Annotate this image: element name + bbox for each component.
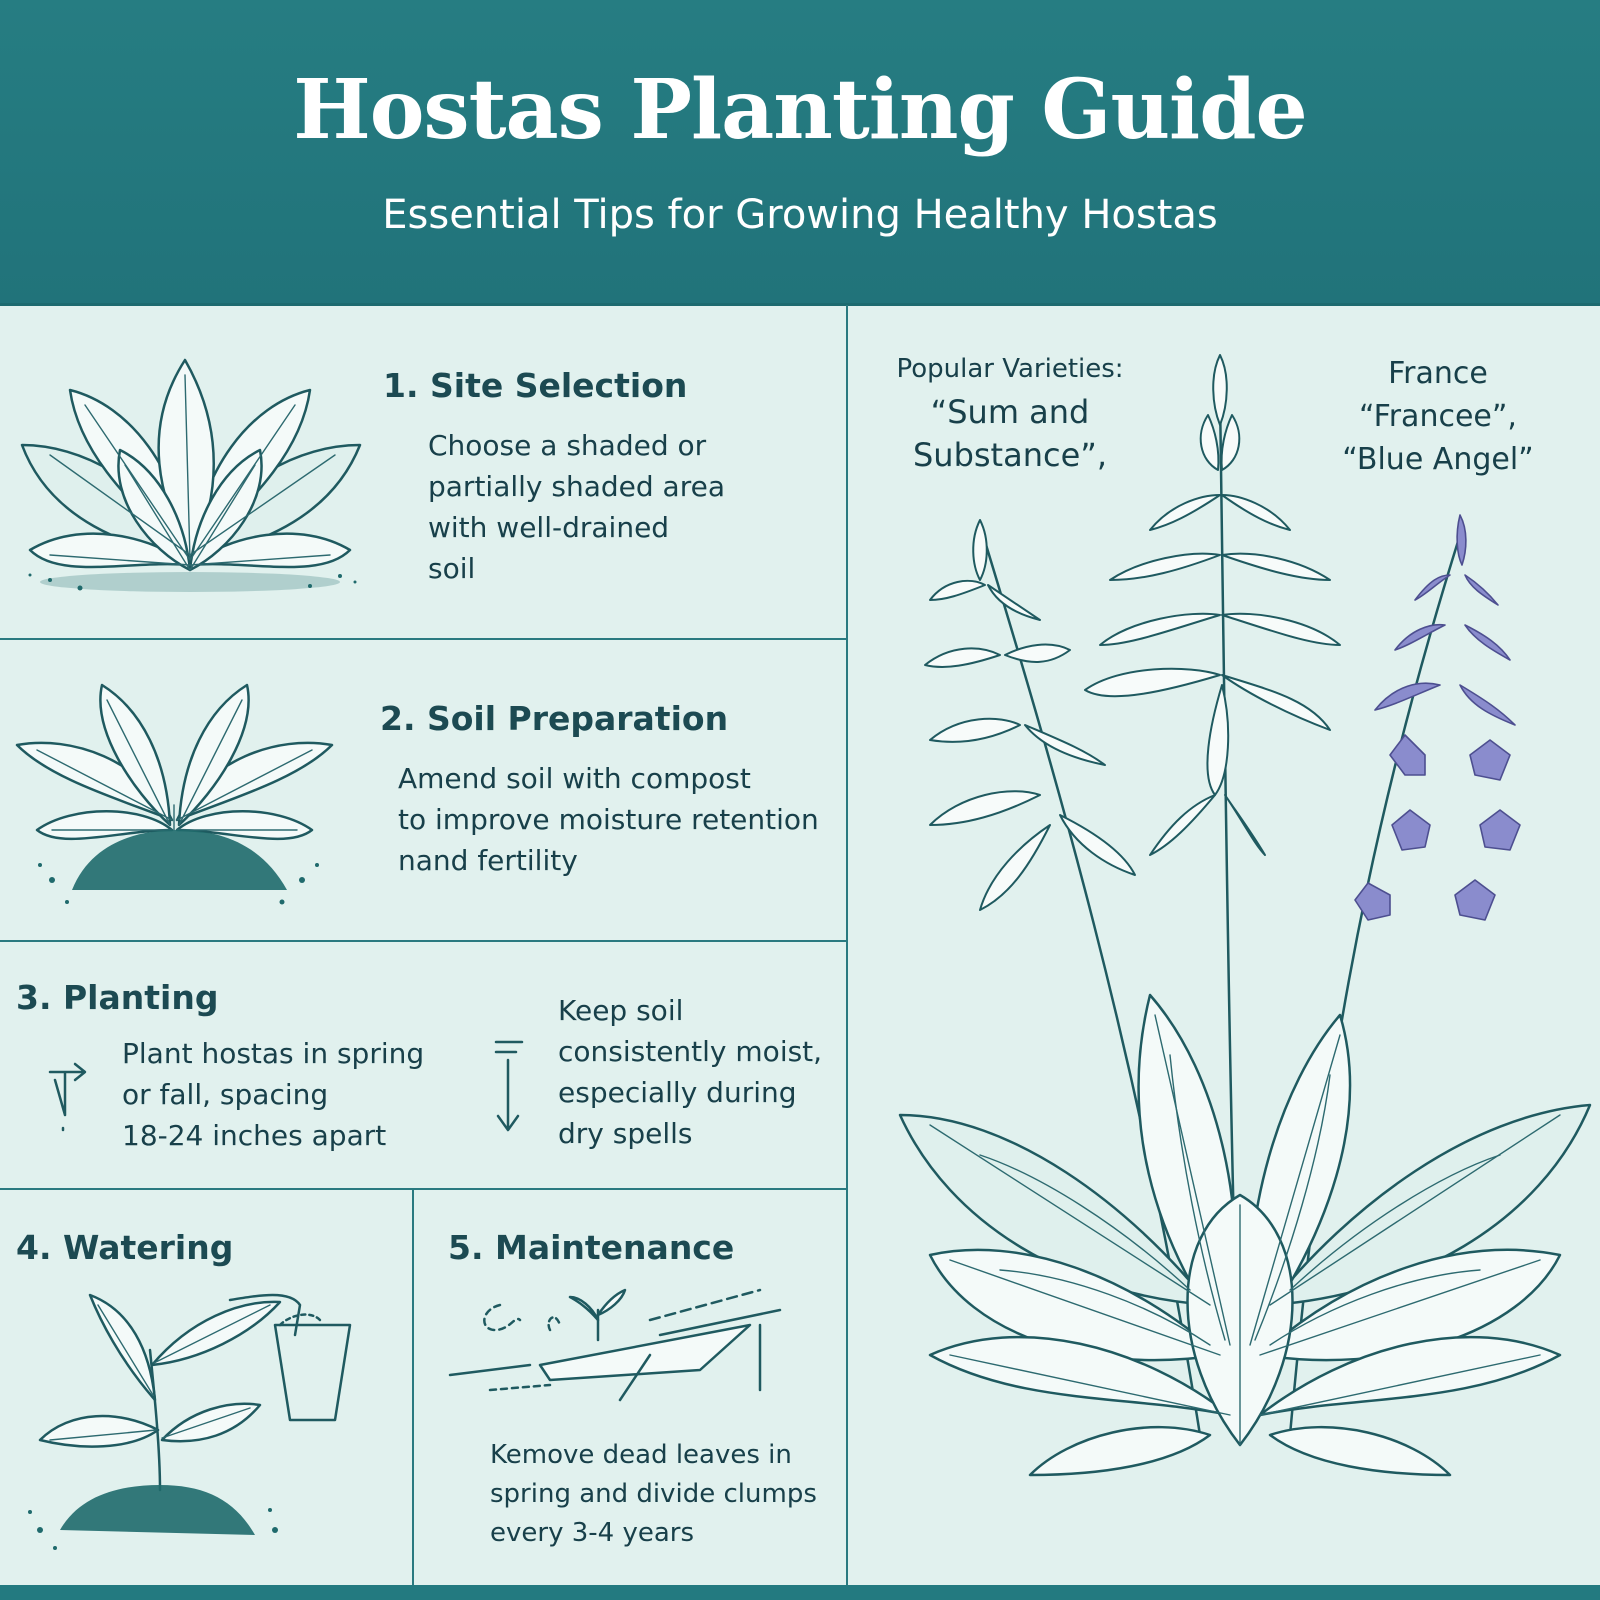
moisture-arrow-icon — [492, 1030, 532, 1140]
planting-line: 18-24 inches apart — [122, 1119, 387, 1152]
site-selection-line: Choose a shaded or — [428, 429, 707, 462]
variety-name: “Sum and — [930, 393, 1090, 431]
maintenance-line: every 3-4 years — [490, 1518, 695, 1548]
section-divider-3 — [0, 1188, 846, 1190]
planting-line: or fall, spacing — [122, 1078, 329, 1111]
section-divider-4 — [412, 1188, 414, 1585]
page-title: Hostas Planting Guide — [293, 62, 1307, 158]
garden-trowel-icon — [450, 1285, 810, 1425]
soil-preparation-text — [398, 758, 819, 881]
maintenance-line: Kemove dead leaves in — [490, 1440, 792, 1470]
soil-preparation-heading: 2. Soil Preparation — [380, 699, 729, 738]
variety-name: France — [1388, 356, 1488, 391]
planting-moisture-line: consistently moist, — [558, 1035, 823, 1068]
site-selection-line: with well-drained — [428, 511, 670, 544]
flowering-hosta-illustration — [870, 355, 1590, 1475]
planting-arrow-icon — [45, 1060, 95, 1140]
maintenance-heading: 5. Maintenance — [448, 1228, 735, 1267]
planting-moisture-text — [558, 990, 822, 1154]
hosta-seedling-soil-icon — [12, 680, 342, 910]
planting-moisture-line: especially during — [558, 1076, 797, 1109]
planting-heading: 3. Planting — [16, 978, 219, 1017]
planting-text — [122, 1033, 424, 1156]
variety-name: Substance”, — [912, 436, 1108, 474]
planting-moisture-line: Keep soil — [558, 994, 684, 1027]
maintenance-line: spring and divide clumps — [490, 1479, 817, 1509]
soil-preparation-line: nand fertility — [398, 844, 578, 877]
soil-preparation-line: to improve moisture retention — [398, 803, 819, 836]
variety-name: “Francee”, — [1359, 399, 1517, 434]
column-divider — [846, 305, 848, 1585]
page-subtitle: Essential Tips for Growing Healthy Hostas — [382, 192, 1218, 238]
site-selection-line: partially shaded area — [428, 470, 725, 503]
planting-line: Plant hostas in spring — [122, 1037, 425, 1070]
variety-name: “Blue Angel” — [1342, 442, 1534, 477]
footer-bar — [0, 1585, 1600, 1600]
hosta-clump-icon — [10, 350, 370, 600]
maintenance-text — [490, 1436, 817, 1553]
site-selection-heading: 1. Site Selection — [383, 366, 688, 405]
watering-can-seedling-icon — [20, 1290, 390, 1560]
planting-moisture-line: dry spells — [558, 1117, 693, 1150]
section-divider-1 — [0, 638, 846, 640]
watering-heading: 4. Watering — [16, 1228, 234, 1267]
section-divider-2 — [0, 940, 846, 942]
soil-preparation-line: Amend soil with compost — [398, 762, 751, 795]
site-selection-line: soil — [428, 552, 476, 585]
site-selection-text — [428, 425, 725, 589]
varieties-heading: Popular Varieties: — [896, 354, 1124, 384]
header-banner — [0, 0, 1600, 306]
